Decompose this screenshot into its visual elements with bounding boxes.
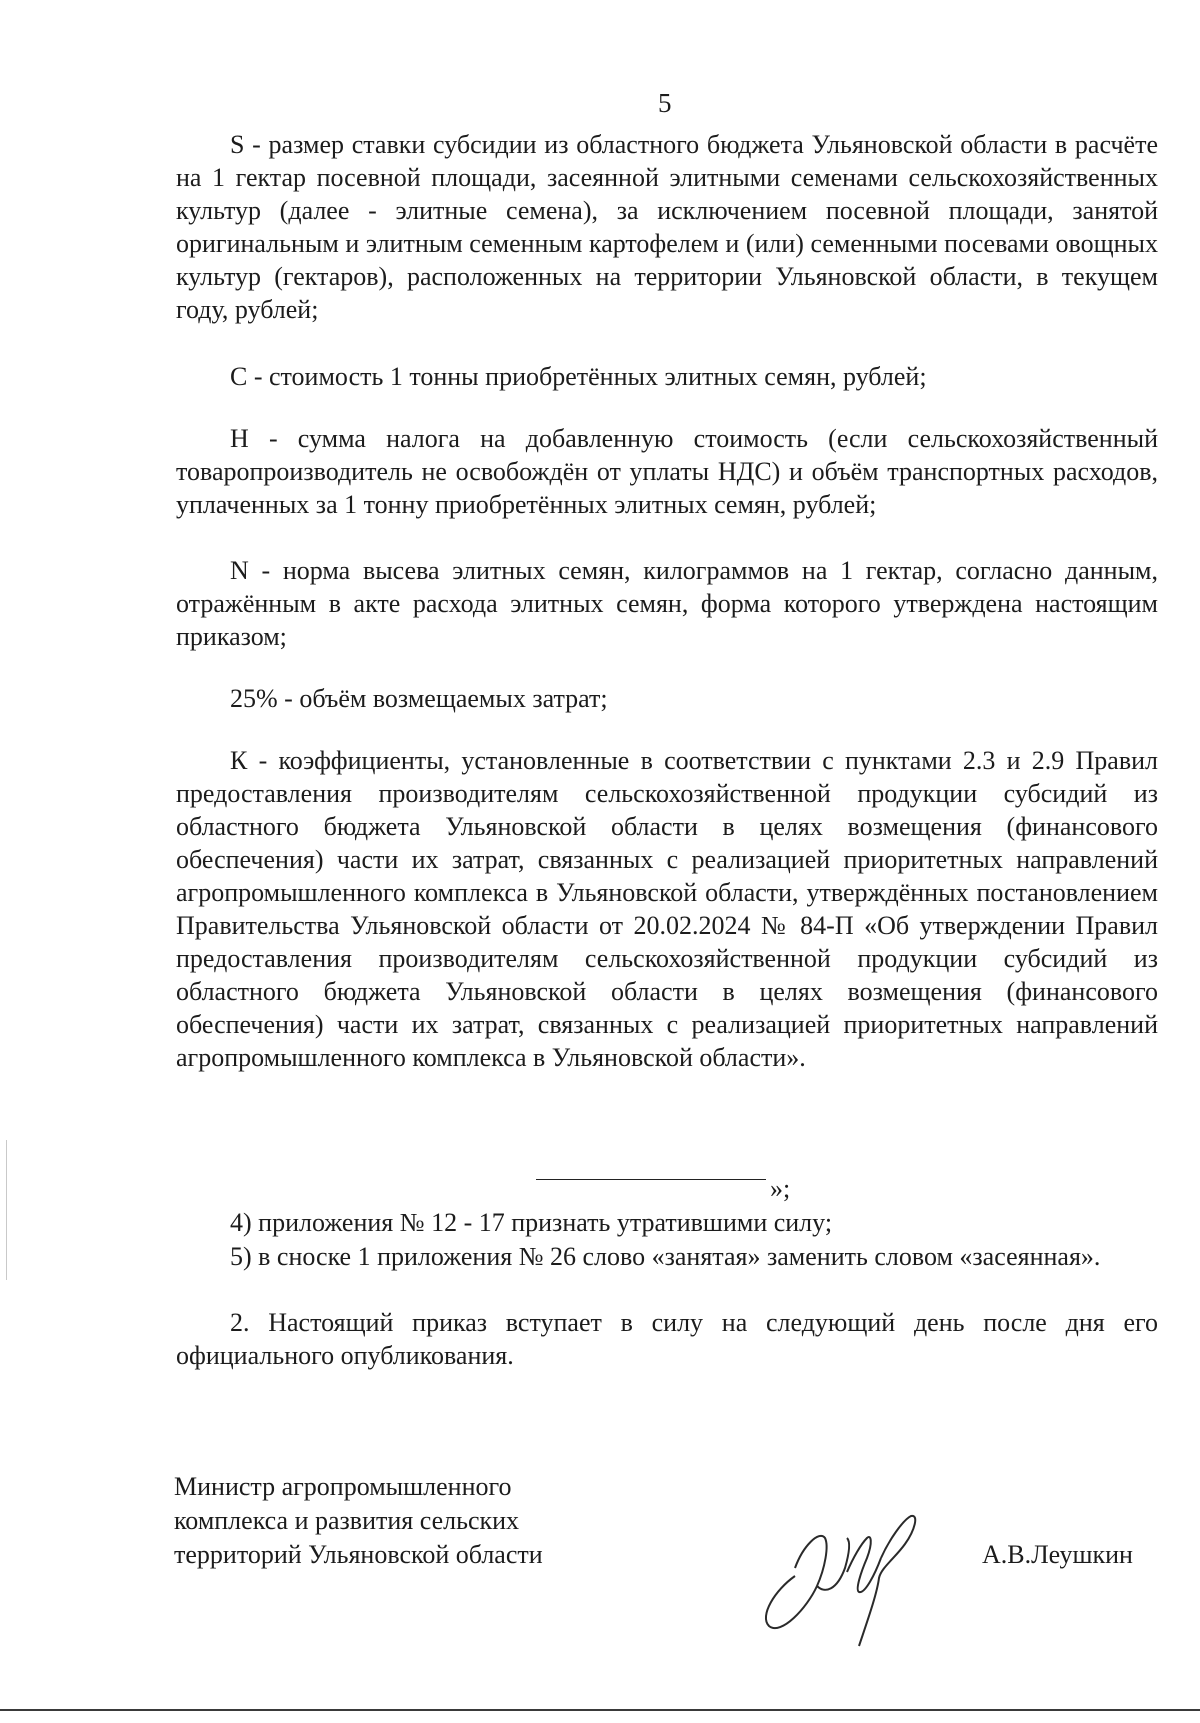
signer-title-line: комплекса и развития сельских bbox=[174, 1506, 520, 1535]
paragraph-text: S - размер ставки субсидии из областного бюджета Ульяновской области в расчёте на 1 гектар посевной площади, засеянной элитными семенами сельскохозяйственных культур (далее - элитные семена), за исключением посевной площади, занятой оригинальным и элитным семенным картофелем и (или) семенными посевами овощных культур (гектаров), расположенных на территории Ульяновской области, в текущем году, рублей; bbox=[176, 130, 1158, 324]
scan-margin-line bbox=[6, 1140, 7, 1280]
paragraph-c-definition bbox=[176, 360, 1158, 393]
item-2-effective-date bbox=[176, 1306, 1158, 1372]
paragraph-text: 5) в сноске 1 приложения № 26 слово «занятая» заменить словом «засеянная». bbox=[230, 1242, 1101, 1271]
closing-underline bbox=[536, 1178, 766, 1180]
paragraph-h-definition bbox=[176, 422, 1158, 521]
signer-title-line: Министр агропромышленного bbox=[174, 1472, 512, 1501]
paragraph-s-definition bbox=[176, 128, 1158, 326]
signer-title-line: территорий Ульяновской области bbox=[174, 1540, 543, 1569]
paragraph-text: Н - сумма налога на добавленную стоимость (если сельскохозяйственный товаропроизводитель не освобождён от уплаты НДС) и объём транспортных расходов, уплаченных за 1 тонну приобретённых элитных семян, рублей; bbox=[176, 424, 1158, 519]
paragraph-n-definition bbox=[176, 554, 1158, 653]
item-4 bbox=[176, 1206, 1158, 1239]
paragraph-25-percent-definition bbox=[176, 682, 1158, 715]
scan-bottom-edge bbox=[0, 1709, 1200, 1711]
paragraph-text: 25% - объём возмещаемых затрат; bbox=[230, 684, 608, 713]
paragraph-k-definition bbox=[176, 744, 1158, 1074]
item-5 bbox=[176, 1240, 1158, 1273]
paragraph-text: 4) приложения № 12 - 17 признать утратившими силу; bbox=[230, 1208, 833, 1237]
closing-quote: »; bbox=[770, 1174, 791, 1203]
paragraph-text: К - коэффициенты, установленные в соответствии с пунктами 2.3 и 2.9 Правил предоставления производителям сельскохозяйственной продукции субсидий из областного бюджета Ульяновской области в целях возмещения (финансового обеспечения) части их затрат, связанных с реализацией приоритетных направлений агропромышленного комплекса в Ульяновской области, утверждённых постановлением Правительства Ульяновской области от 20.02.2024 № 84-П «Об утверждении Правил предоставления производителям сельскохозяйственной продукции субсидий из областного бюджета Ульяновской области в целях возмещения (финансового обеспечения) части их затрат, связанных с реализацией приоритетных направлений агропромышленного комплекса в Ульяновской области». bbox=[176, 746, 1158, 1072]
paragraph-text: N - норма высева элитных семян, килограммов на 1 гектар, согласно данным, отражённым в акте расхода элитных семян, форма которого утверждена настоящим приказом; bbox=[176, 556, 1158, 651]
page-number: 5 bbox=[658, 88, 672, 118]
paragraph-text: С - стоимость 1 тонны приобретённых элитных семян, рублей; bbox=[230, 362, 927, 391]
handwritten-signature bbox=[755, 1498, 935, 1648]
paragraph-text: 2. Настоящий приказ вступает в силу на следующий день после дня его официального опубликования. bbox=[176, 1308, 1158, 1370]
signer-title bbox=[174, 1470, 543, 1572]
signer-name: А.В.Леушкин bbox=[982, 1540, 1133, 1569]
